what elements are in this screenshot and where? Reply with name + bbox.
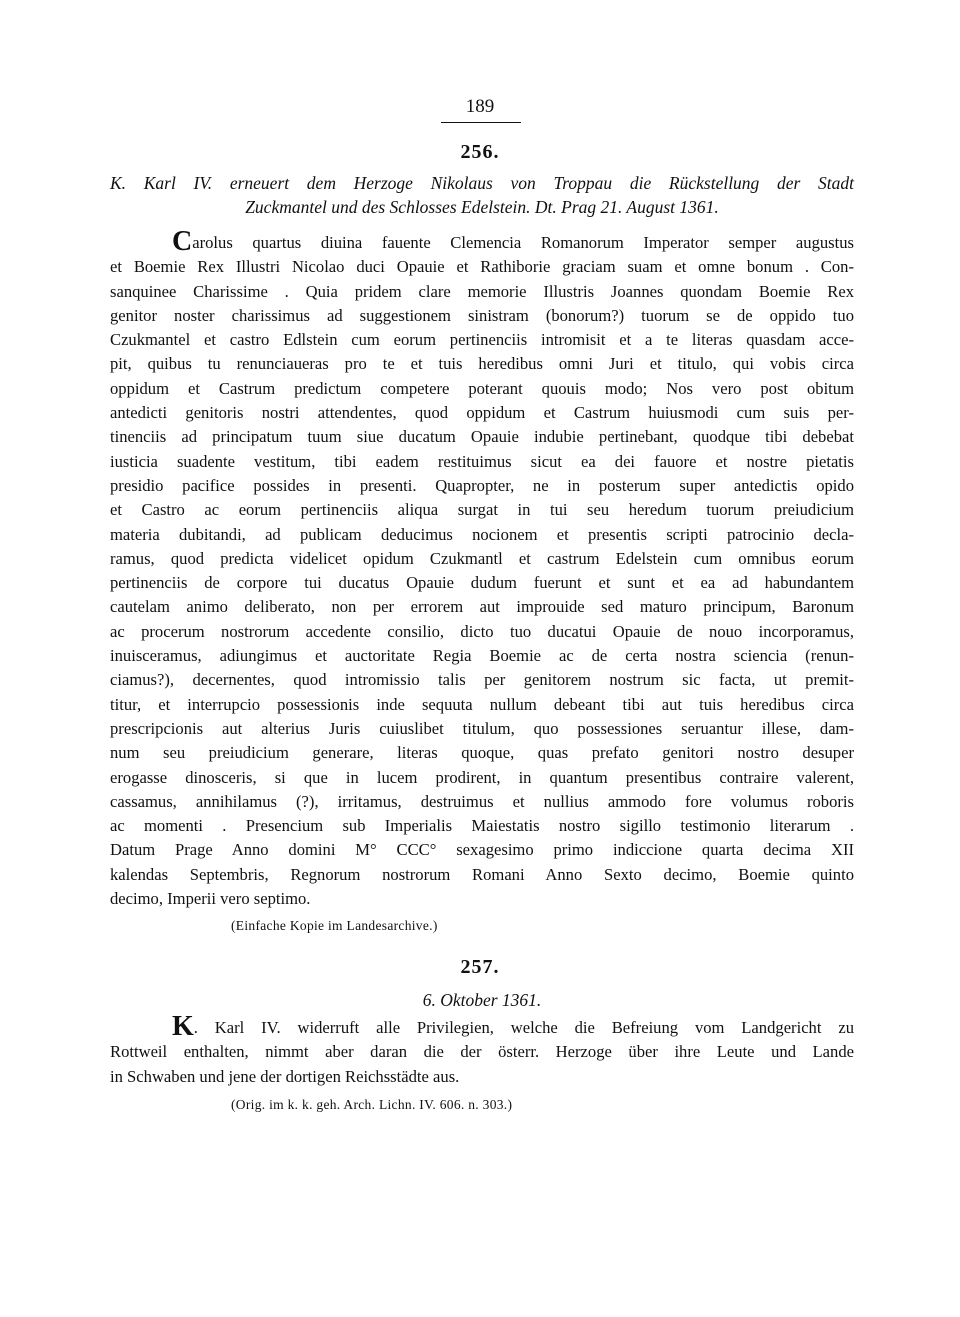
body-line: cautelam animo deliberato, non per errorem aut improuide sed maturo principum, Baronum xyxy=(110,597,854,617)
body-line: in Schwaben und jene der dortigen Reichsstädte aus. xyxy=(110,1066,460,1086)
body-line: oppidum et Castrum predictum competere poterant quouis modo; Nos vero post obitum xyxy=(110,378,854,398)
body-line: ac procerum nostrorum accedente consilio, dicto tuo ducatui Opauie de nouo incorporamus, xyxy=(110,621,854,641)
body-line: erogasse dinosceris, si que in lucem prodirent, in quantum presentibus contraire valerent, xyxy=(110,767,854,787)
document-body-257 xyxy=(110,1011,854,1089)
document-heading-256 xyxy=(110,171,854,219)
heading-line: K. Karl IV. erneuert dem Herzoge Nikolaus von Troppau die Rückstellung der Stadt xyxy=(110,173,854,193)
body-line: pit, quibus tu renunciaueras pro te et tuis heredibus omni Juri et titulo, qui vobis circa xyxy=(110,354,854,374)
body-line: kalendas Septembris, Regnorum nostrorum Romani Anno Sexto decimo, Boemie quinto xyxy=(110,864,854,884)
document-number-256: 256. xyxy=(460,141,500,163)
heading-line: 6. Oktober 1361. xyxy=(422,990,542,1010)
body-line: pertinenciis de corpore tui ducatus Opauie dudum fuerunt et sunt et ea ad habundantem xyxy=(110,573,854,593)
body-line: Rottweil enthalten, nimmt aber daran die der österr. Herzoge über ihre Leute und Lande xyxy=(110,1042,854,1062)
body-line: titur, et interrupcio possessionis inde sequuta nullum debeant tibi aut tuis heredibus circa xyxy=(110,694,854,714)
document-body-256 xyxy=(110,226,854,911)
body-line: num seu preiudicium generare, literas quoque, quas prefato genitori nostro desuper xyxy=(110,743,854,763)
body-line: inuisceramus, adiungimus et auctoritate Regia Boemie ac de certa nostra sciencia (renun- xyxy=(110,646,854,666)
source-note-257: (Orig. im k. k. geh. Arch. Lichn. IV. 606. n. 303.) xyxy=(231,1097,513,1112)
page-number: 189 xyxy=(465,96,495,117)
source-note-256: (Einfache Kopie im Landesarchive.) xyxy=(231,918,438,933)
body-line: ac momenti . Presencium sub Imperialis Maiestatis nostro sigillo testimonio literarum . xyxy=(110,816,854,836)
body-line: genitor noster charissimus ad suggestionem sinistram (bonorum?) tuorum se de oppido tuo xyxy=(110,305,854,325)
body-line: iusticia suadente vestitum, tibi eadem restituimus sicut ea dei fauore et nostre pietatis xyxy=(110,451,854,471)
initial-letter: C xyxy=(172,226,193,257)
body-line: antedicti genitoris nostri attendentes, quod oppidum et Castrum huiusmodi cum suis per- xyxy=(110,403,854,423)
heading-line: Zuckmantel und des Schlosses Edelstein. Dt. Prag 21. August 1361. xyxy=(245,197,719,217)
body-line xyxy=(110,1011,854,1042)
initial-letter: K xyxy=(172,1011,194,1042)
body-line: ramus, quod predicta videlicet opidum Czukmantl et castrum Edelstein cum omnibus eorum xyxy=(110,548,854,568)
body-line: Datum Prage Anno domini M° CCC° sexagesimo primo indiccione quarta decima XII xyxy=(110,840,854,860)
body-line: cassamus, annihilamus (?), irritamus, destruimus et nullius ammodo fore volumus roboris xyxy=(110,791,854,811)
body-line: prescripcionis aut alterius Juris cuiuslibet titulum, quo possessiones seruantur illese, dam- xyxy=(110,718,854,738)
body-line-text: arolus quartus diuina fauente Clemencia Romanorum Imperator semper augustus xyxy=(192,233,854,252)
document-heading-257 xyxy=(110,988,854,1012)
body-line xyxy=(110,226,854,257)
body-line: presidio pacifice possides in presenti. Quapropter, ne in posterum super antedictis opido xyxy=(110,475,854,495)
body-line: decimo, Imperii vero septimo. xyxy=(110,889,311,909)
page-number-rule xyxy=(441,122,521,123)
body-line: et Boemie Rex Illustri Nicolao duci Opauie et Rathiborie graciam suam et omne bonum . Con- xyxy=(110,257,854,277)
body-line: materia dubitandi, ad publicam deducimus nocionem et presentis scripti patrocinio decla- xyxy=(110,524,854,544)
body-line: Czukmantel et castro Edlstein cum eorum pertinenciis intromisit et a te literas quasdam acce- xyxy=(110,330,854,350)
body-line: tinenciis ad principatum tuum siue ducatum Opauie indubie pertinebant, quodque tibi debebat xyxy=(110,427,854,447)
body-line: ciamus?), decernentes, quod intromissio talis per genitorem nostrum sic facta, ut premit- xyxy=(110,670,854,690)
body-line-text: . Karl IV. widerruft alle Privilegien, welche die Befreiung vom Landgericht zu xyxy=(193,1018,854,1037)
document-number-257: 257. xyxy=(460,956,500,978)
body-line: et Castro ac eorum pertinenciis aliqua surgat in tui seu heredum tuorum preiudicium xyxy=(110,500,854,520)
body-line: sanquinee Charissime . Quia pridem clare memorie Illustris Joannes quondam Boemie Rex xyxy=(110,281,854,301)
